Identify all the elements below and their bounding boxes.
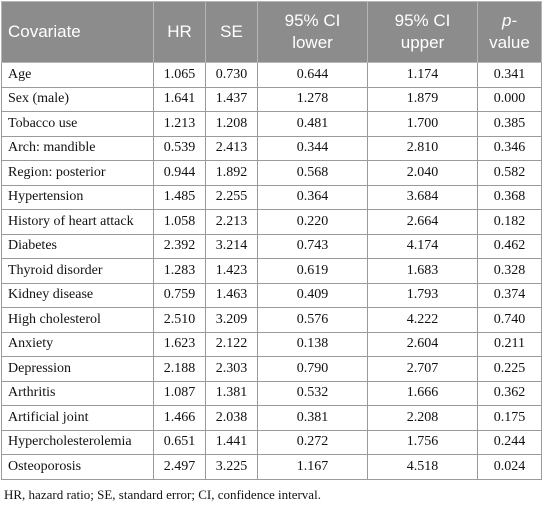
cell-covariate: Arthritis — [2, 381, 154, 406]
header-ci-upper — [368, 2, 478, 63]
cell-p-value: 0.374 — [478, 283, 542, 308]
cell-ci-lower: 0.619 — [258, 259, 368, 284]
header-hr: HR — [154, 2, 206, 63]
header-covariate: Covariate — [2, 2, 154, 63]
cell-p-value: 0.225 — [478, 357, 542, 382]
cell-ci-upper: 1.793 — [368, 283, 478, 308]
header-row — [2, 2, 542, 63]
header-se: SE — [206, 2, 258, 63]
cell-p-value: 0.175 — [478, 406, 542, 431]
cell-ci-upper: 1.879 — [368, 87, 478, 112]
table-row — [2, 112, 542, 137]
cell-hr: 1.283 — [154, 259, 206, 284]
cell-p-value: 0.362 — [478, 381, 542, 406]
header-ci-lower — [258, 2, 368, 63]
cell-se: 2.303 — [206, 357, 258, 382]
cell-hr: 1.641 — [154, 87, 206, 112]
cell-hr: 0.944 — [154, 161, 206, 186]
cell-covariate: Diabetes — [2, 234, 154, 259]
header-ci-upper-line1: 95% CI — [394, 11, 451, 30]
cell-p-value: 0.368 — [478, 185, 542, 210]
cell-ci-lower: 0.568 — [258, 161, 368, 186]
cell-covariate: History of heart attack — [2, 210, 154, 235]
cell-p-value: 0.740 — [478, 308, 542, 333]
table-row — [2, 210, 542, 235]
cell-ci-upper: 1.683 — [368, 259, 478, 284]
table-row — [2, 259, 542, 284]
cell-hr: 0.651 — [154, 430, 206, 455]
cell-ci-upper: 2.707 — [368, 357, 478, 382]
cell-covariate: Tobacco use — [2, 112, 154, 137]
table-body — [2, 63, 542, 480]
cell-se: 1.437 — [206, 87, 258, 112]
cell-ci-lower: 0.272 — [258, 430, 368, 455]
cell-p-value: 0.024 — [478, 455, 542, 480]
cell-ci-upper: 1.756 — [368, 430, 478, 455]
cell-ci-upper: 2.208 — [368, 406, 478, 431]
cell-ci-lower: 0.743 — [258, 234, 368, 259]
cell-p-value: 0.211 — [478, 332, 542, 357]
cell-p-value: 0.000 — [478, 87, 542, 112]
cell-se: 3.225 — [206, 455, 258, 480]
cell-hr: 0.759 — [154, 283, 206, 308]
cell-ci-upper: 3.684 — [368, 185, 478, 210]
cell-p-value: 0.182 — [478, 210, 542, 235]
table-row — [2, 332, 542, 357]
table-header — [2, 2, 542, 63]
cell-hr: 1.058 — [154, 210, 206, 235]
cell-se: 1.381 — [206, 381, 258, 406]
cell-se: 2.213 — [206, 210, 258, 235]
header-p-value-line1: p- — [501, 11, 518, 30]
header-ci-lower-line1: 95% CI — [284, 11, 341, 30]
results-table — [1, 1, 542, 480]
cell-hr: 0.539 — [154, 136, 206, 161]
cell-p-value: 0.341 — [478, 63, 542, 88]
header-ci-lower-line2: lower — [292, 33, 333, 52]
cell-covariate: Osteoporosis — [2, 455, 154, 480]
table-row — [2, 430, 542, 455]
table-row — [2, 455, 542, 480]
cell-se: 1.892 — [206, 161, 258, 186]
cell-p-value: 0.328 — [478, 259, 542, 284]
cell-covariate: Artificial joint — [2, 406, 154, 431]
cell-hr: 2.497 — [154, 455, 206, 480]
cell-covariate: Depression — [2, 357, 154, 382]
cell-se: 0.730 — [206, 63, 258, 88]
cell-se: 1.441 — [206, 430, 258, 455]
cell-covariate: Hypercholesterolemia — [2, 430, 154, 455]
table-row — [2, 381, 542, 406]
cell-covariate: Sex (male) — [2, 87, 154, 112]
cell-ci-upper: 4.222 — [368, 308, 478, 333]
cell-hr: 2.392 — [154, 234, 206, 259]
cell-ci-lower: 0.220 — [258, 210, 368, 235]
cell-ci-upper: 1.666 — [368, 381, 478, 406]
cell-ci-lower: 0.790 — [258, 357, 368, 382]
cell-covariate: Region: posterior — [2, 161, 154, 186]
cell-p-value: 0.244 — [478, 430, 542, 455]
cell-hr: 2.510 — [154, 308, 206, 333]
cell-ci-upper: 2.664 — [368, 210, 478, 235]
cell-hr: 1.485 — [154, 185, 206, 210]
cell-hr: 1.213 — [154, 112, 206, 137]
cell-covariate: Anxiety — [2, 332, 154, 357]
cell-hr: 2.188 — [154, 357, 206, 382]
cell-ci-lower: 1.167 — [258, 455, 368, 480]
table-row — [2, 161, 542, 186]
cell-hr: 1.087 — [154, 381, 206, 406]
cell-ci-lower: 0.644 — [258, 63, 368, 88]
cell-se: 2.255 — [206, 185, 258, 210]
cell-hr: 1.623 — [154, 332, 206, 357]
cell-se: 2.413 — [206, 136, 258, 161]
cell-ci-upper: 1.174 — [368, 63, 478, 88]
table-row — [2, 185, 542, 210]
header-p-value — [478, 2, 542, 63]
cell-ci-lower: 0.532 — [258, 381, 368, 406]
cell-se: 3.214 — [206, 234, 258, 259]
table-row — [2, 234, 542, 259]
table-row — [2, 136, 542, 161]
cell-covariate: High cholesterol — [2, 308, 154, 333]
cell-ci-lower: 0.381 — [258, 406, 368, 431]
cell-se: 3.209 — [206, 308, 258, 333]
cell-ci-upper: 4.518 — [368, 455, 478, 480]
cell-covariate: Age — [2, 63, 154, 88]
cell-se: 2.038 — [206, 406, 258, 431]
cell-hr: 1.065 — [154, 63, 206, 88]
header-ci-upper-line2: upper — [400, 33, 445, 52]
cell-p-value: 0.385 — [478, 112, 542, 137]
cell-hr: 1.466 — [154, 406, 206, 431]
cell-ci-upper: 2.604 — [368, 332, 478, 357]
table-row — [2, 406, 542, 431]
cell-se: 1.463 — [206, 283, 258, 308]
cell-ci-upper: 2.040 — [368, 161, 478, 186]
cell-p-value: 0.346 — [478, 136, 542, 161]
table-row — [2, 357, 542, 382]
cell-ci-upper: 2.810 — [368, 136, 478, 161]
table-row — [2, 283, 542, 308]
cell-ci-lower: 0.481 — [258, 112, 368, 137]
cell-ci-upper: 4.174 — [368, 234, 478, 259]
cell-covariate: Thyroid disorder — [2, 259, 154, 284]
cell-se: 1.423 — [206, 259, 258, 284]
cell-ci-lower: 0.138 — [258, 332, 368, 357]
cell-covariate: Hypertension — [2, 185, 154, 210]
cell-p-value: 0.462 — [478, 234, 542, 259]
cell-covariate: Kidney disease — [2, 283, 154, 308]
cell-ci-lower: 0.576 — [258, 308, 368, 333]
cell-ci-lower: 0.364 — [258, 185, 368, 210]
table-row — [2, 63, 542, 88]
table-row — [2, 87, 542, 112]
cell-ci-lower: 0.344 — [258, 136, 368, 161]
cell-ci-upper: 1.700 — [368, 112, 478, 137]
cell-se: 1.208 — [206, 112, 258, 137]
table-row — [2, 308, 542, 333]
cell-covariate: Arch: mandible — [2, 136, 154, 161]
header-p-value-line2: value — [489, 33, 530, 52]
cell-ci-lower: 0.409 — [258, 283, 368, 308]
cell-se: 2.122 — [206, 332, 258, 357]
cell-p-value: 0.582 — [478, 161, 542, 186]
cell-ci-lower: 1.278 — [258, 87, 368, 112]
table-footnote: HR, hazard ratio; SE, standard error; CI, confidence interval. — [4, 487, 321, 502]
